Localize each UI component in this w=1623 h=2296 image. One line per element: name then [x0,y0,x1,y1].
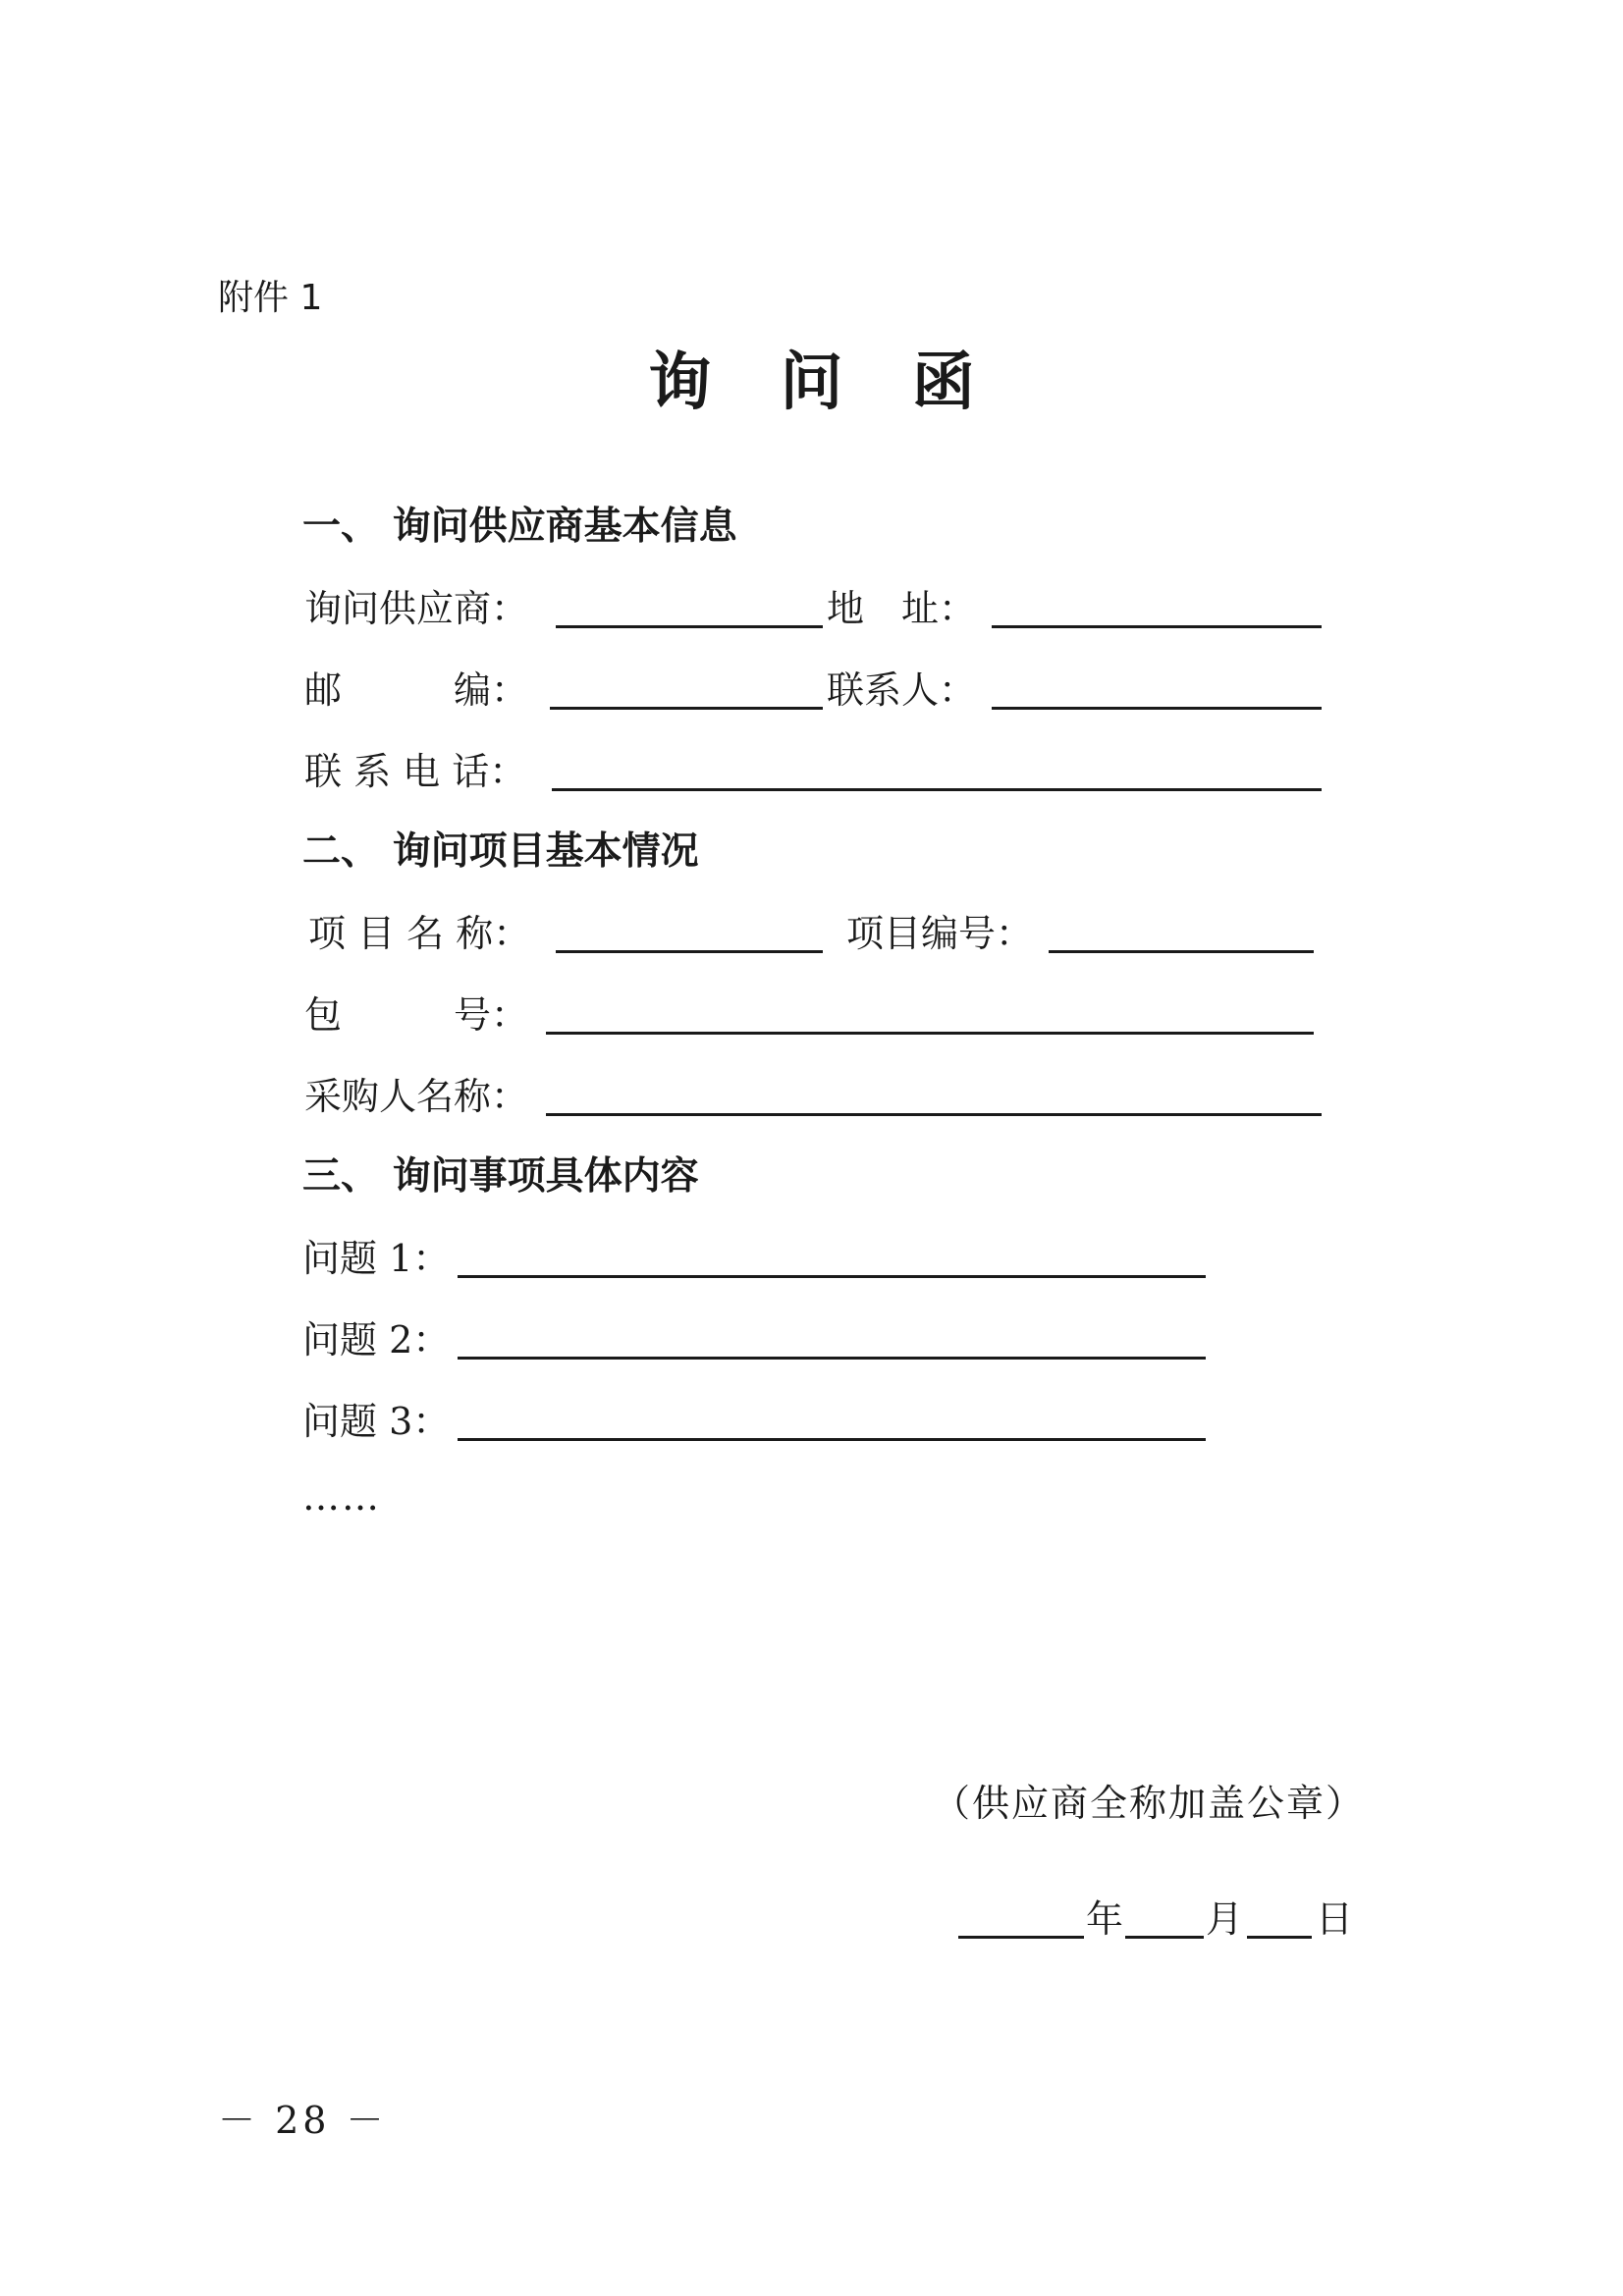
question-2-label: 问题 2： [302,1318,451,1362]
postcode-input-line[interactable] [550,707,823,710]
phone-input-line[interactable] [552,788,1322,791]
year-label: 年 [1086,1897,1124,1941]
address-input-line[interactable] [992,625,1322,628]
address-label: 地 址： [827,587,977,630]
project-number-label: 项目编号： [846,912,1034,955]
project-number-input-line[interactable] [1049,950,1314,953]
phone-label: 联 系 电 话： [304,750,527,793]
year-input-line[interactable] [958,1936,1084,1939]
section-3-heading: 三、 询问事项具体内容 [302,1154,699,1199]
month-label: 月 [1206,1897,1244,1941]
supplier-label: 询问供应商： [304,587,529,630]
project-name-label: 项 目 名 称： [308,912,531,955]
month-input-line[interactable] [1125,1936,1204,1939]
contact-input-line[interactable] [992,707,1322,710]
day-label: 日 [1316,1897,1354,1941]
page-number: － 28 － [218,2099,388,2142]
question-1-label: 问题 1： [302,1237,451,1280]
attachment-label: 附件 1 [218,278,323,318]
package-number-label: 包 号： [304,993,529,1037]
question-3-label: 问题 3： [302,1400,451,1443]
day-input-line[interactable] [1247,1936,1312,1939]
purchaser-name-label: 采购人名称： [304,1075,529,1118]
postcode-label: 邮 编： [304,668,529,712]
supplier-input-line[interactable] [556,625,823,628]
contact-label: 联系人： [827,668,977,712]
section-2-heading: 二、 询问项目基本情况 [302,829,699,874]
project-name-input-line[interactable] [556,950,823,953]
package-number-input-line[interactable] [546,1032,1314,1035]
question-2-input-line[interactable] [458,1357,1206,1360]
purchaser-name-input-line[interactable] [546,1113,1322,1116]
ellipsis: …… [302,1475,381,1519]
seal-note: （供应商全称加盖公章） [933,1782,1366,1825]
question-1-input-line[interactable] [458,1275,1206,1278]
page-title: 询 问 函 [648,346,999,419]
section-1-heading: 一、 询问供应商基本信息 [302,505,737,549]
question-3-input-line[interactable] [458,1438,1206,1441]
